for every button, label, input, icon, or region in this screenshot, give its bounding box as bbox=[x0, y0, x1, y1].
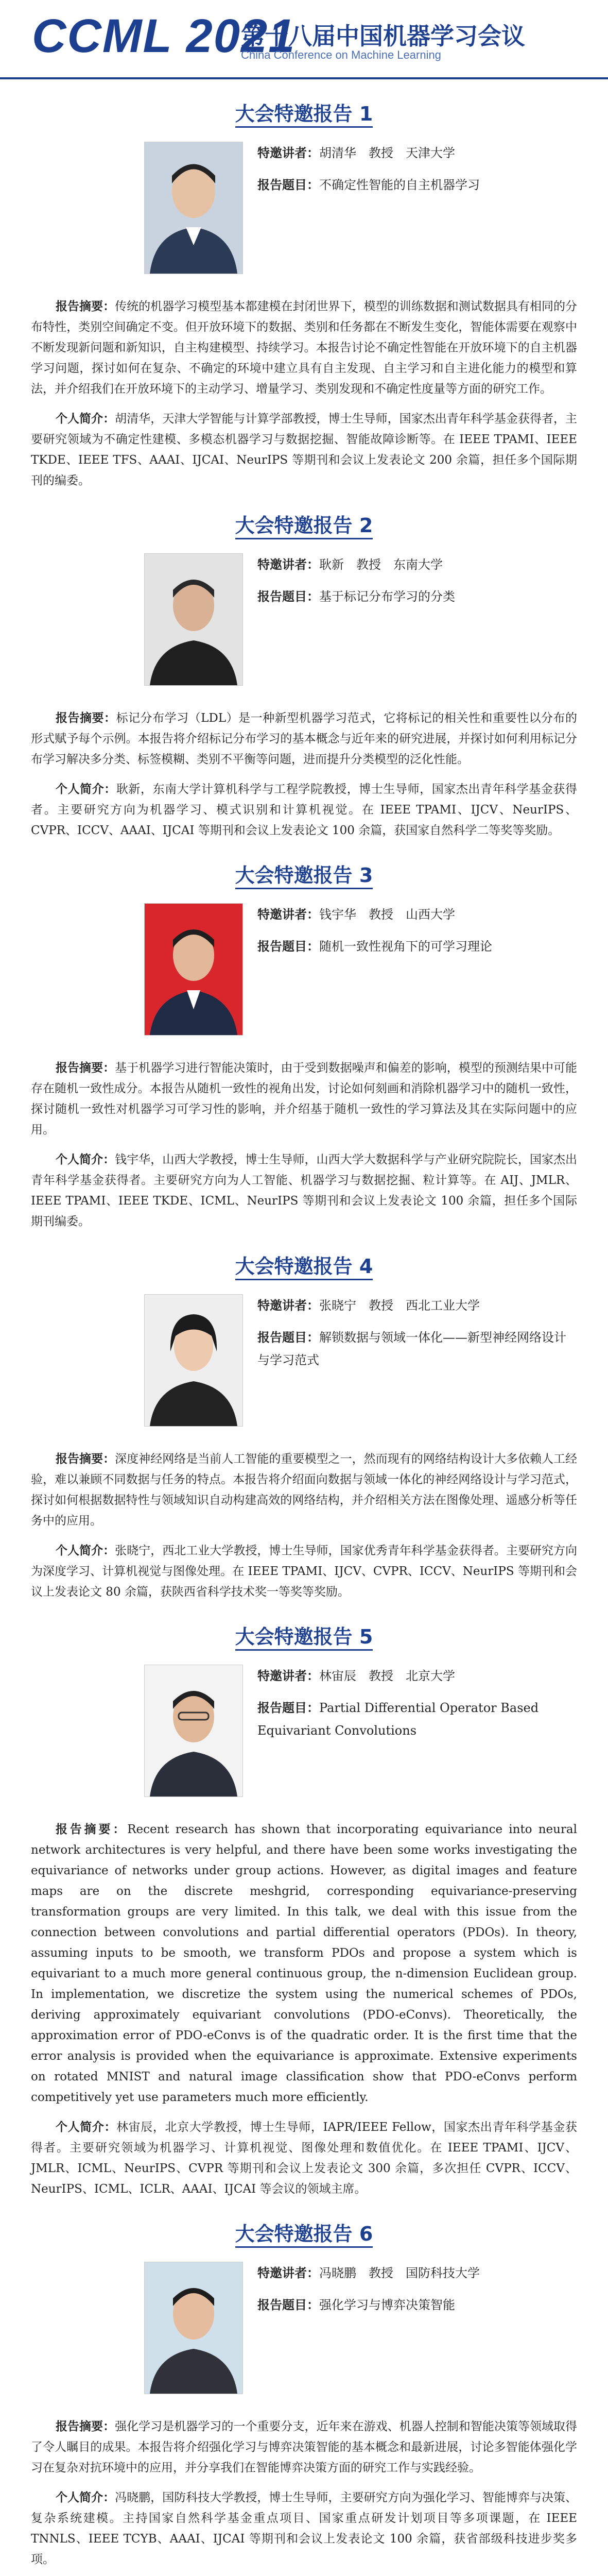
page-header bbox=[0, 0, 608, 79]
report-section bbox=[0, 1602, 608, 2199]
report-title: 强化学习与博弈决策智能 bbox=[319, 2298, 455, 2312]
report-heading: 大会特邀报告 6 bbox=[235, 2223, 373, 2248]
report-abstract: 标记分布学习（LDL）是一种新型机器学习范式，它将标记的相关性和重要性以分布的形式赋予每个示例。本报告将介绍标记分布学习的基本概念与近年来的研究进展，并探讨如何利用标记分布学习解决多分类、标签模糊、类别不平衡等问题，进而提升分类模型的泛化性能。 bbox=[31, 711, 577, 766]
title-label: 报告题目： bbox=[257, 589, 319, 604]
speaker-name: 张晓宁 教授 西北工业大学 bbox=[319, 1298, 480, 1313]
speaker-photo-icon bbox=[144, 1665, 243, 1797]
speaker-label: 特邀讲者： bbox=[257, 557, 319, 572]
speaker-bio: 胡清华，天津大学智能与计算学部教授，博士生导师，国家杰出青年科学基金获得者，主要研究领域为不确定性建模、多模态机器学习与数据挖掘、智能故障诊断等。在 IEEE TPAMI、IEEE TKDE、IEEE TFS、AAAI、IJCAI、NeurIPS 等期刊和会议上发表论文 200 余篇，担任多个国际期刊的编委。 bbox=[31, 412, 578, 487]
speaker-photo-icon bbox=[144, 553, 243, 686]
report-abstract: 基于机器学习进行智能决策时，由于受到数据噪声和偏差的影响，模型的预测结果中可能存在随机一致性成分。本报告从随机一致性的视角出发，讨论如何刻画和消除机器学习中的随机一致性，探讨随机一致性对机器学习可学习性的影响，并介绍基于随机一致性的学习算法及其在实际问题中的应用。 bbox=[31, 1061, 578, 1137]
speaker-block bbox=[0, 2262, 608, 2416]
report-title: Partial Differential Operator Based Equivariant Convolutions bbox=[257, 1701, 539, 1738]
abstract-label: 报告摘要： bbox=[56, 1061, 115, 1075]
speaker-name: 冯晓鹏 教授 国防科技大学 bbox=[319, 2266, 480, 2280]
speaker-bio: 冯晓鹏，国防科技大学教授，博士生导师，主要研究方向为强化学习、智能博弈与决策、复杂系统建模。主持国家自然科学基金重点项目、国家重点研发计划项目等多项课题，在 IEEE TNNLS、IEEE TCYB、AAAI、IJCAI 等期刊和会议上发表论文 100 余篇，获省部级科技进步奖多项。 bbox=[31, 2491, 578, 2566]
speaker-block bbox=[0, 1294, 608, 1449]
speaker-label: 特邀讲者： bbox=[257, 2265, 319, 2280]
abstract-label: 报告摘要： bbox=[56, 2419, 115, 2433]
speaker-label: 特邀讲者： bbox=[257, 907, 319, 922]
report-heading: 大会特邀报告 3 bbox=[235, 864, 373, 889]
report-section bbox=[0, 491, 608, 841]
speaker-bio: 钱宇华，山西大学教授，博士生导师，山西大学大数据科学与产业研究院院长，国家杰出青年科学基金获得者。主要研究方向为人工智能、机器学习与数据挖掘、粒计算等。在 AIJ、JMLR、IEEE TPAMI、IEEE TKDE、ICML、NeurIPS 等期刊和会议上发表论文 100 余篇，担任多个国际期刊编委。 bbox=[31, 1153, 578, 1228]
speaker-name: 耿新 教授 东南大学 bbox=[319, 557, 443, 572]
speaker-block bbox=[0, 903, 608, 1058]
report-heading: 大会特邀报告 1 bbox=[235, 103, 373, 128]
report-heading: 大会特邀报告 5 bbox=[235, 1625, 373, 1651]
report-abstract: Recent research has shown that incorporating equivariance into neural network architectures is very helpful, and there have been some works investigating the equivariance of networks under group actions. However, as digital images and feature maps are on the discrete meshgrid, corresponding equivariance-preserving transformation groups are very limited. In this talk, we deal with this issue from the connection between convolutions and partial differential operators (PDOs). In theory, assuming inputs to be smooth, we transform PDOs and propose a system which is equivariant to a much more general continuous group, the n-dimension Euclidean group. In implementation, we discretize the system using the numerical schemes of PDOs, deriving approximately equivariant convolutions (PDO-eConvs). Theoretically, the approximation error of PDO-eConvs is of the quadratic order. It is the first time that the error analysis is provided when the equivariance is approximate. Extensive experiments on rotated MNIST and natural image classification show that PDO-eConvs perform competitively yet use parameters much more efficiently. bbox=[31, 1823, 578, 2104]
speaker-bio: 耿新，东南大学计算机科学与工程学院教授，博士生导师，国家杰出青年科学基金获得者。主要研究方向为机器学习、模式识别和计算机视觉。在 IEEE TPAMI、IJCV、NeurIPS、CVPR、ICCV、AAAI、IJCAI 等期刊和会议上发表论文 100 余篇，获国家自然科学二等奖等奖励。 bbox=[31, 783, 578, 837]
report-abstract: 传统的机器学习模型基本都建模在封闭世界下，模型的训练数据和测试数据具有相同的分布特性，类别空间确定不变。但开放环境下的数据、类别和任务都在不断发生变化，智能体需要在观察中不断发现新问题和新知识，自主构建模型、持续学习。本报告讨论不确定性智能在开放环境下的自主机器学习问题，探讨如何在复杂、不确定的环境中建立具有自主发现、自主学习和自主进化能力的模型和算法，并介绍我们在开放环境下的主动学习、增量学习、类别发现和不确定性度量等方面的研究工作。 bbox=[31, 300, 578, 396]
bio-label: 个人简介： bbox=[56, 2490, 115, 2504]
report-section bbox=[0, 79, 608, 491]
report-title: 不确定性智能的自主机器学习 bbox=[319, 178, 480, 192]
speaker-block bbox=[0, 142, 608, 296]
bio-label: 个人简介： bbox=[56, 1544, 115, 1557]
bio-label: 个人简介： bbox=[56, 412, 115, 426]
speaker-photo-icon bbox=[144, 142, 243, 274]
bio-label: 个人简介： bbox=[56, 2120, 117, 2134]
speaker-label: 特邀讲者： bbox=[257, 1668, 319, 1683]
report-heading: 大会特邀报告 2 bbox=[235, 514, 373, 539]
speaker-photo-icon bbox=[144, 903, 243, 1036]
report-title: 随机一致性视角下的可学习理论 bbox=[319, 939, 492, 954]
title-label: 报告题目： bbox=[257, 2297, 319, 2312]
report-heading: 大会特邀报告 4 bbox=[235, 1255, 373, 1280]
report-abstract: 强化学习是机器学习的一个重要分支，近年来在游戏、机器人控制和智能决策等领域取得了令人瞩目的成果。本报告将介绍强化学习与博弈决策智能的基本概念和最新进展，讨论多智能体强化学习在复杂对抗环境中的应用，并分享我们在智能博弈决策方面的研究工作与实践经验。 bbox=[31, 2420, 578, 2475]
conference-logo: CCML 2021 bbox=[32, 10, 296, 62]
report-title: 解锁数据与领域一体化——新型神经网络设计与学习范式 bbox=[257, 1330, 566, 1367]
report-section bbox=[0, 1232, 608, 1602]
speaker-block bbox=[0, 1665, 608, 1819]
title-label: 报告题目： bbox=[257, 1700, 319, 1715]
conference-name-zh: 第十八届中国机器学习会议 bbox=[241, 23, 525, 49]
report-section bbox=[0, 841, 608, 1232]
speaker-block bbox=[0, 553, 608, 708]
report-section bbox=[0, 2199, 608, 2570]
speaker-name: 林宙辰 教授 北京大学 bbox=[319, 1669, 455, 1683]
title-label: 报告题目： bbox=[257, 177, 319, 192]
abstract-label: 报告摘要： bbox=[56, 1822, 128, 1836]
report-title: 基于标记分布学习的分类 bbox=[319, 589, 455, 604]
speaker-name: 胡清华 教授 天津大学 bbox=[319, 146, 455, 160]
abstract-label: 报告摘要： bbox=[56, 711, 116, 725]
title-label: 报告题目： bbox=[257, 939, 319, 954]
conference-name-en: China Conference on Machine Learning bbox=[241, 48, 441, 61]
bio-label: 个人简介： bbox=[56, 1153, 115, 1166]
report-abstract: 深度神经网络是当前人工智能的重要模型之一，然而现有的网络结构设计大多依赖人工经验，难以兼顾不同数据与任务的特点。本报告将介绍面向数据与领域一体化的神经网络设计与学习范式，探讨如何根据数据特性与领域知识自动构建高效的网络结构，并介绍相关方法在图像处理、遥感分析等任务中的应用。 bbox=[31, 1452, 578, 1528]
abstract-label: 报告摘要： bbox=[56, 1452, 115, 1466]
title-label: 报告题目： bbox=[257, 1330, 319, 1345]
speaker-bio: 林宙辰，北京大学教授，博士生导师，IAPR/IEEE Fellow，国家杰出青年科学基金获得者。主要研究领域为机器学习、计算机视觉、图像处理和数值优化。在 IEEE TPAMI、IJCV、JMLR、ICML、NeurIPS、CVPR 等期刊和会议上发表论文 300 余篇，多次担任 CVPR、ICCV、NeurIPS、ICML、ICLR、AAAI、IJCAI 等会议的领域主席。 bbox=[31, 2121, 577, 2196]
abstract-label: 报告摘要： bbox=[56, 299, 115, 313]
speaker-bio: 张晓宁，西北工业大学教授，博士生导师，国家优秀青年科学基金获得者。主要研究方向为深度学习、计算机视觉与图像处理。在 IEEE TPAMI、IJCV、CVPR、ICCV、NeurIPS 等期刊和会议上发表论文 80 余篇，获陕西省科学技术奖一等奖等奖励。 bbox=[31, 1544, 578, 1599]
speaker-label: 特邀讲者： bbox=[257, 1298, 319, 1313]
speaker-photo-icon bbox=[144, 2262, 243, 2394]
speaker-name: 钱宇华 教授 山西大学 bbox=[319, 907, 455, 922]
speaker-label: 特邀讲者： bbox=[257, 145, 319, 160]
speaker-photo-icon bbox=[144, 1294, 243, 1427]
bio-label: 个人简介： bbox=[56, 782, 116, 796]
